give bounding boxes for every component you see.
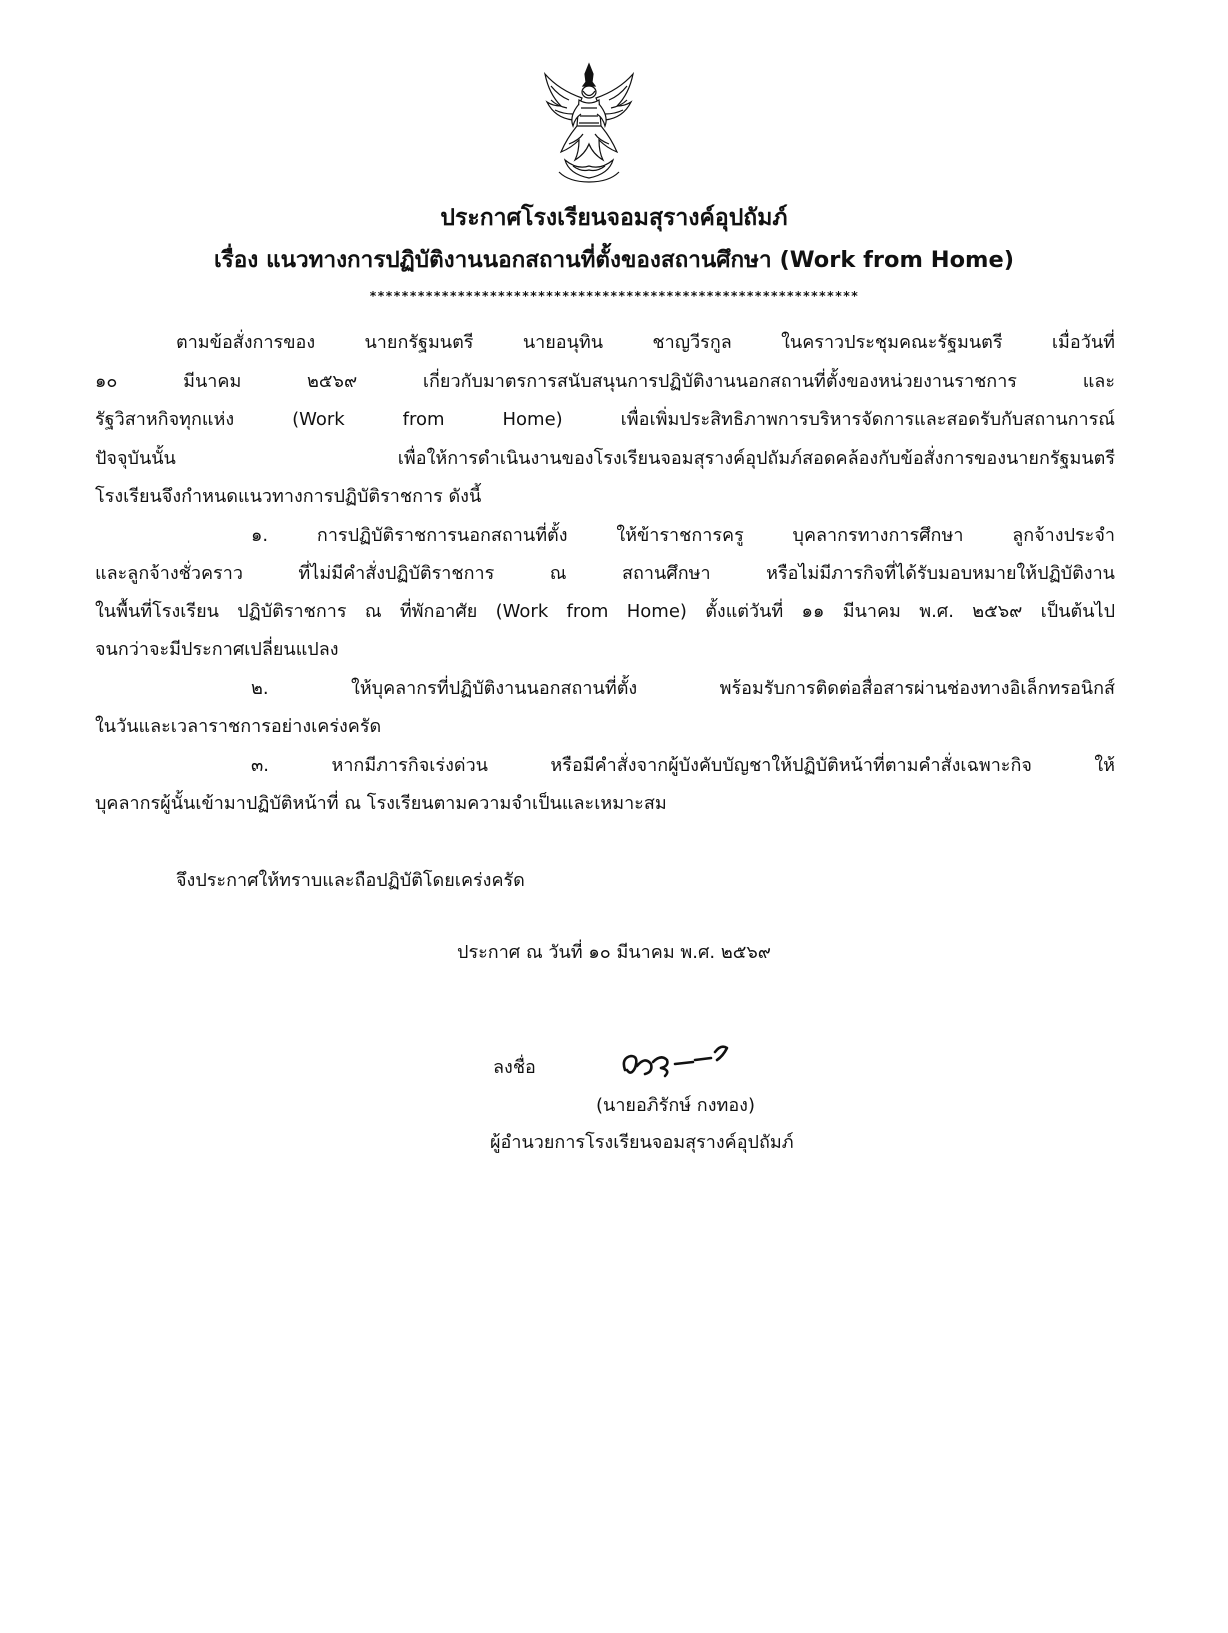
item-3-line: บุคลากรผู้นั้นเข้ามาปฏิบัติหน้าที่ ณ โรงเรียนตามความจำเป็นและเหมาะสม bbox=[95, 793, 667, 814]
item-1-line: จนกว่าจะมีประกาศเปลี่ยนแปลง bbox=[95, 639, 339, 660]
item-1-line: และลูกจ้างชั่วคราว ที่ไม่มีคำสั่งปฏิบัติราชการ ณ สถานศึกษา หรือไม่มีภารกิจที่ได้รับมอบหมายให้ปฏิบัติงาน bbox=[95, 563, 1115, 584]
item-3-line: ๓. หากมีภารกิจเร่งด่วน หรือมีคำสั่งจากผู้บังคับบัญชาให้ปฏิบัติหน้าที่ตามคำสั่งเฉพาะกิจ ให้ bbox=[251, 755, 1115, 776]
signer-name: (นายอภิรักษ์ กงทอง) bbox=[596, 1095, 755, 1116]
intro-line: โรงเรียนจึงกำหนดแนวทางการปฏิบัติราชการ ดังนี้ bbox=[95, 486, 482, 507]
item-1-line: ๑. การปฏิบัติราชการนอกสถานที่ตั้ง ให้ข้าราชการครู บุคลากรทางการศึกษา ลูกจ้างประจำ bbox=[251, 525, 1115, 546]
handwritten-signature-icon bbox=[615, 1030, 755, 1090]
closing-statement: จึงประกาศให้ทราบและถือปฏิบัติโดยเคร่งครัด bbox=[176, 870, 525, 891]
intro-line: ๑๐ มีนาคม ๒๕๖๙ เกี่ยวกับมาตรการสนับสนุนการปฏิบัติงานนอกสถานที่ตั้งของหน่วยงานราชการ และ bbox=[95, 371, 1115, 392]
separator-line: ************************************************************* bbox=[369, 288, 859, 303]
garuda-emblem-icon bbox=[539, 60, 639, 186]
signer-position: ผู้อำนวยการโรงเรียนจอมสุรางค์อุปถัมภ์ bbox=[490, 1132, 794, 1153]
announcement-title: ประกาศโรงเรียนจอมสุรางค์อุปถัมภ์ bbox=[440, 205, 788, 231]
announcement-subject: เรื่อง แนวทางการปฏิบัติงานนอกสถานที่ตั้งของสถานศึกษา (Work from Home) bbox=[213, 247, 1015, 273]
intro-line: ปัจจุบันนั้น เพื่อให้การดำเนินงานของโรงเรียนจอมสุรางค์อุปถัมภ์สอดคล้องกับข้อสั่งการของนายกรัฐมนตรี bbox=[95, 448, 1115, 469]
intro-line: รัฐวิสาหกิจทุกแห่ง (Work from Home) เพื่อเพิ่มประสิทธิภาพการบริหารจัดการและสอดรับกับสถานการณ์ bbox=[95, 409, 1115, 430]
item-1-line: ในพื้นที่โรงเรียน ปฏิบัติราชการ ณ ที่พักอาศัย (Work from Home) ตั้งแต่วันที่ ๑๑ มีนาคม พ.ศ. ๒๕๖๙ เป็นต้นไป bbox=[95, 601, 1115, 622]
item-2-line: ๒. ให้บุคลากรที่ปฏิบัติงานนอกสถานที่ตั้ง พร้อมรับการติดต่อสื่อสารผ่านช่องทางอิเล็กทรอนิกส์ bbox=[251, 678, 1115, 699]
item-2-line: ในวันและเวลาราชการอย่างเคร่งครัด bbox=[95, 716, 382, 737]
intro-line: ตามข้อสั่งการของ นายกรัฐมนตรี นายอนุทิน ชาญวีรกูล ในคราวประชุมคณะรัฐมนตรี เมื่อวันที่ bbox=[176, 332, 1115, 353]
sign-label: ลงชื่อ bbox=[493, 1057, 536, 1078]
announcement-date: ประกาศ ณ วันที่ ๑๐ มีนาคม พ.ศ. ๒๕๖๙ bbox=[457, 942, 771, 963]
